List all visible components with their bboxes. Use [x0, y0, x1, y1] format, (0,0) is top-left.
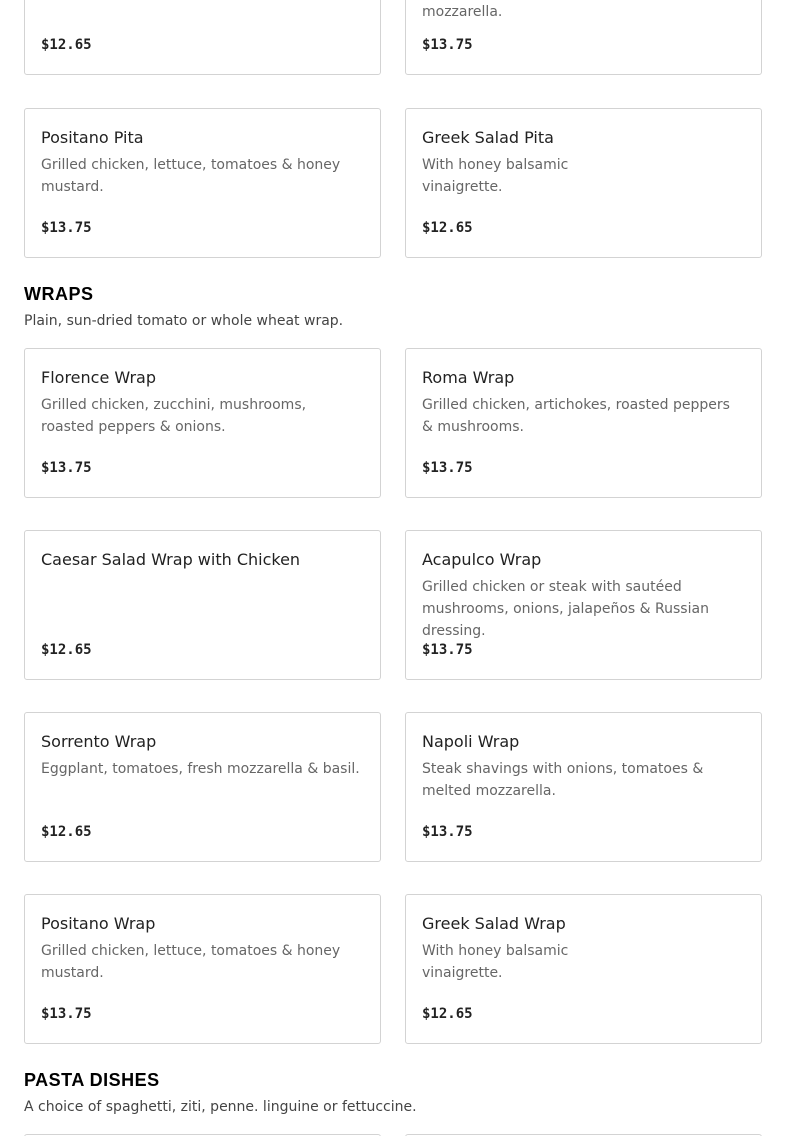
menu-item-name: Caesar Salad Wrap with Chicken [41, 550, 301, 569]
menu-item-card[interactable] [405, 108, 762, 258]
menu-item-card[interactable] [24, 108, 381, 258]
menu-item-card[interactable] [24, 0, 381, 75]
menu-item-description: Eggplant, tomatoes, fresh mozzarella & basil. [41, 761, 360, 777]
menu-item-price: $13.75 [41, 460, 92, 476]
menu-item-card[interactable] [405, 348, 762, 498]
menu-item-price: $13.75 [422, 642, 473, 658]
section-subtitle-wraps: Plain, sun-dried tomato or whole wheat wrap. [24, 313, 344, 329]
menu-item-description: Steak shavings with onions, tomatoes & melted mozzarella. [422, 761, 704, 799]
menu-item-price: $13.75 [422, 460, 473, 476]
menu-item-card[interactable] [24, 894, 381, 1044]
menu-item-card[interactable] [405, 894, 762, 1044]
menu-item-description: Grilled chicken or steak with sautéed mushrooms, onions, jalapeños & Russian dressing. [422, 579, 709, 639]
menu-item-name: Greek Salad Wrap [422, 914, 566, 933]
menu-item-price: $13.75 [41, 1006, 92, 1022]
menu-item-card[interactable] [405, 530, 762, 680]
menu-item-name: Positano Pita [41, 128, 144, 147]
menu-item-price: $13.75 [422, 824, 473, 840]
menu-item-name: Positano Wrap [41, 914, 156, 933]
section-title-pasta: PASTA DISHES [24, 1070, 160, 1090]
menu-item-price: $12.65 [422, 220, 473, 236]
section-title-wraps: WRAPS [24, 284, 94, 304]
menu-item-description: With honey balsamic vinaigrette. [422, 943, 569, 981]
menu-item-card[interactable] [24, 712, 381, 862]
menu-item-description: mozzarella. [422, 4, 503, 20]
menu-item-price: $13.75 [41, 220, 92, 236]
menu-item-name: Sorrento Wrap [41, 732, 157, 751]
menu-item-price: $13.75 [422, 37, 473, 53]
menu-item-card[interactable] [24, 530, 381, 680]
menu-item-card[interactable] [405, 712, 762, 862]
menu-item-description: Grilled chicken, zucchini, mushrooms, roasted peppers & onions. [41, 397, 307, 435]
menu-item-card[interactable] [405, 0, 762, 75]
menu-item-description: Grilled chicken, lettuce, tomatoes & honey mustard. [41, 943, 341, 981]
menu-item-name: Greek Salad Pita [422, 128, 554, 147]
menu-item-price: $12.65 [41, 824, 92, 840]
menu-item-description: Grilled chicken, lettuce, tomatoes & honey mustard. [41, 157, 341, 195]
menu-item-price: $12.65 [41, 37, 92, 53]
menu-item-name: Acapulco Wrap [422, 550, 542, 569]
menu-item-description: Grilled chicken, artichokes, roasted peppers & mushrooms. [422, 397, 730, 435]
menu-item-name: Napoli Wrap [422, 732, 520, 751]
menu-item-description: With honey balsamic vinaigrette. [422, 157, 569, 195]
section-subtitle-pasta: A choice of spaghetti, ziti, penne. linguine or fettuccine. [24, 1099, 417, 1115]
menu-item-name: Roma Wrap [422, 368, 515, 387]
menu-item-name: Florence Wrap [41, 368, 157, 387]
menu-item-price: $12.65 [422, 1006, 473, 1022]
menu-item-card[interactable] [24, 348, 381, 498]
menu-item-price: $12.65 [41, 642, 92, 658]
